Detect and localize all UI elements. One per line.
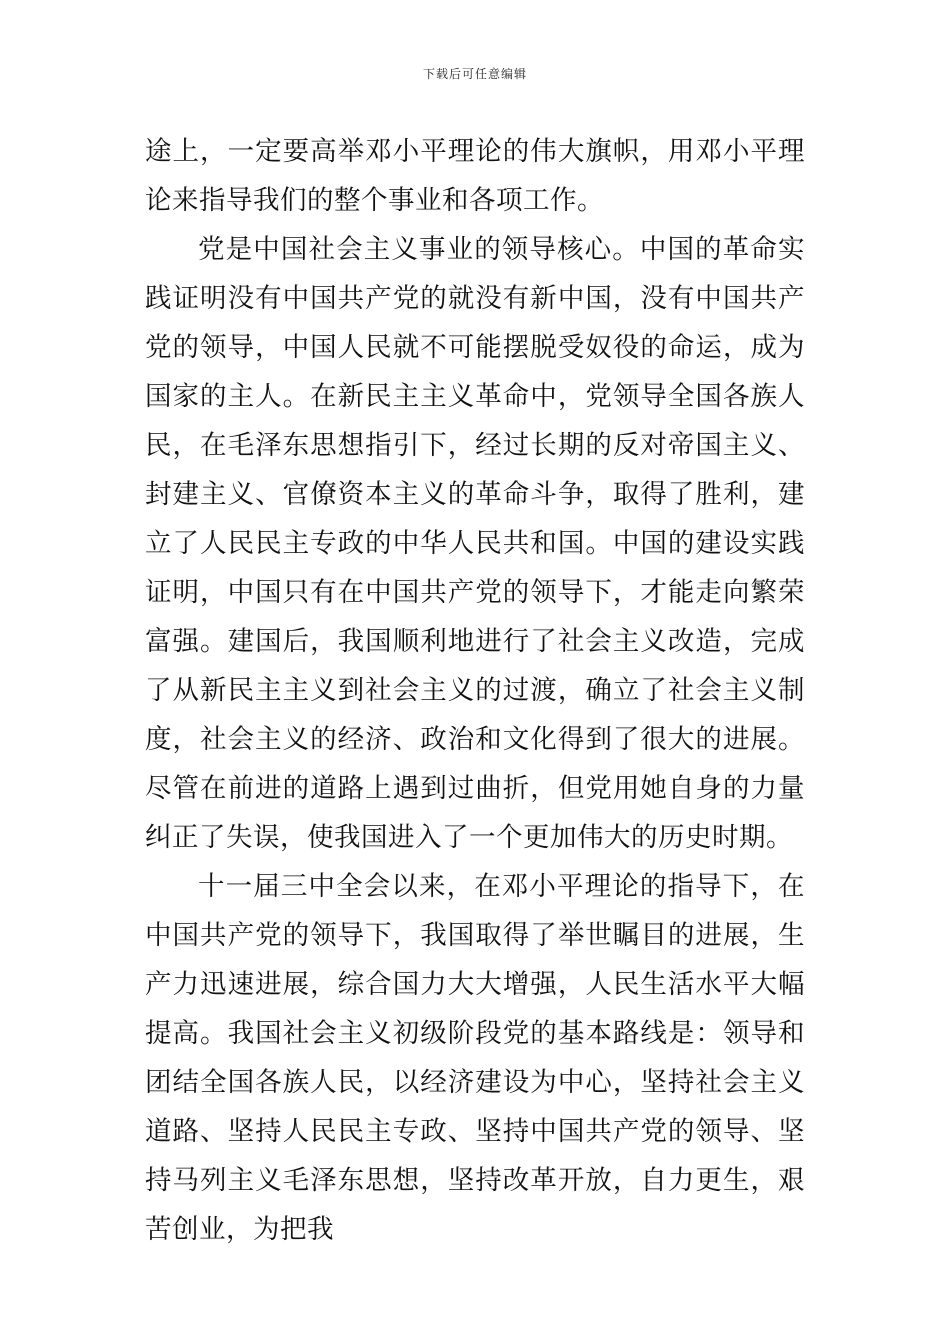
paragraph-3: 十一届三中全会以来，在邓小平理论的指导下，在中国共产党的领导下，我国取得了举世瞩目的进展，生产力迅速进展，综合国力大大增强，人民生活水平大幅提高。我国社会主义初级阶段党的基本路线是：领导和团结全国各族人民，以经济建设为中心，坚持社会主义道路、坚持人民民主专政、坚持中国共产党的领导、坚持马列主义毛泽东思想，坚持改革开放，自力更生，艰苦创业，为把我 — [145, 871, 805, 1245]
page-header: 下载后可任意编辑 — [422, 67, 527, 81]
document-body — [145, 127, 805, 1254]
paragraph-2: 党是中国社会主义事业的领导核心。中国的革命实践证明没有中国共产党的就没有新中国，没有中国共产党的领导，中国人民就不可能摆脱受奴役的命运，成为国家的主人。在新民主主义革命中，党领导全国各族人民，在毛泽东思想指引下，经过长期的反对帝国主义、封建主义、官僚资本主义的革命斗争，取得了胜利，建立了人民民主专政的中华人民共和国。中国的建设实践证明，中国只有在中国共产党的领导下，才能走向繁荣富强。建国后，我国顺利地进行了社会主义改造，完成了从新民主主义到社会主义的过渡，确立了社会主义制度，社会主义的经济、政治和文化得到了很大的进展。尽管在前进的道路上遇到过曲折，但党用她自身的力量纠正了失误，使我国进入了一个更加伟大的历史时期。 — [145, 234, 805, 853]
paragraph-1: 途上，一定要高举邓小平理论的伟大旗帜，用邓小平理论来指导我们的整个事业和各项工作。 — [145, 136, 805, 216]
